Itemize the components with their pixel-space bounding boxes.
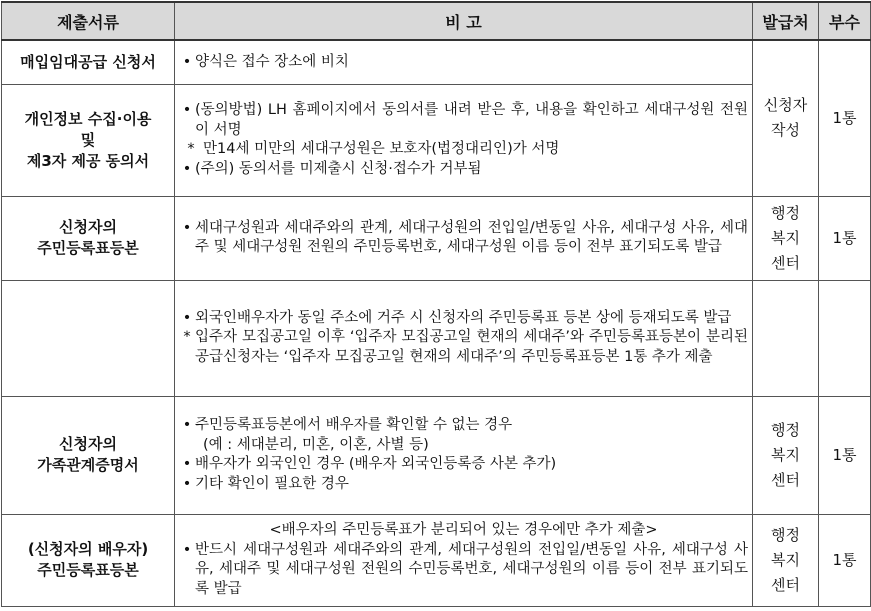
note-text: 배우자가 외국인인 경우 (배우자 외국인등록증 사본 추가) xyxy=(195,456,557,472)
doc-name: 제3자 제공 동의서 xyxy=(26,151,150,170)
count-cell: 1통 xyxy=(819,196,871,280)
doc-cell xyxy=(2,196,175,280)
issuer-line: 센터 xyxy=(771,253,800,272)
table-row xyxy=(2,280,871,396)
table-row xyxy=(2,40,871,84)
bullet-icon: • xyxy=(182,102,192,118)
note-text: (예 : 세대분리, 미혼, 이혼, 사별 등) xyxy=(203,436,429,453)
doc-cell xyxy=(2,84,175,196)
issuer-line: 행정 xyxy=(771,420,800,439)
doc-name: 및 xyxy=(80,130,96,149)
issuer-line: 복지 xyxy=(771,445,800,464)
notes-cell xyxy=(175,514,753,606)
notes-cell xyxy=(175,84,753,196)
issuer-line: 행정 xyxy=(771,203,800,222)
table-row xyxy=(2,196,871,280)
issuer-cell xyxy=(753,196,819,280)
note-text: 반드시 세대구성원과 세대주와의 관계, 세대구성원의 전입일/변동일 사유, 세대구성 사유, 세대주 및 세대구성원 전원의 수민등록번호, 세대구성원의 이름 등이 전부 표기되도록 발급 xyxy=(195,541,748,597)
header-issuer: 발급처 xyxy=(753,2,819,40)
bullet-icon: • xyxy=(182,456,192,472)
document-requirements-table xyxy=(1,1,871,607)
note-text: 세대구성원과 세대주와의 관계, 세대구성원의 전입일/변동일 사유, 세대구성 사유, 세대주 및 세대구성원 전원의 주민등록번호, 세대구성원 이름 등이 전부 표기되도록 발급 xyxy=(195,219,748,255)
count-cell: 1통 xyxy=(819,396,871,514)
issuer-cell-empty xyxy=(753,280,819,396)
doc-cell xyxy=(2,40,175,84)
notes-cell xyxy=(175,396,753,514)
issuer-cell xyxy=(753,40,819,196)
notes-cell xyxy=(175,40,753,84)
note-text: 기타 확인이 필요한 경우 xyxy=(195,475,349,492)
bullet-icon: • xyxy=(182,53,192,70)
bullet-icon: • xyxy=(182,475,192,492)
doc-cell-empty xyxy=(2,280,175,396)
issuer-cell xyxy=(753,514,819,606)
count-cell: 1통 xyxy=(819,514,871,606)
doc-cell xyxy=(2,396,175,514)
bullet-icon: • xyxy=(182,541,192,558)
table-row xyxy=(2,396,871,514)
note-text: 입주자 모집공고일 이후 ‘입주자 모집공고일 현재의 세대주’와 주민등록표등본이 분리된 공급신청자는 ‘입주자 모집공고일 현재의 세대주’의 주민등록표등본 1통 추가 제출 xyxy=(195,329,748,365)
issuer-line: 센터 xyxy=(771,470,800,489)
bullet-icon: • xyxy=(182,417,192,433)
indent xyxy=(179,436,203,456)
issuer-line: 복지 xyxy=(771,228,800,247)
count-cell: 1통 xyxy=(819,40,871,196)
bullet-icon: • xyxy=(182,219,192,236)
table-row xyxy=(2,514,871,606)
note-text: 양식은 접수 장소에 비치 xyxy=(195,53,349,70)
note-text: 주민등록표등본에서 배우자를 확인할 수 없는 경우 xyxy=(195,417,513,433)
doc-cell xyxy=(2,514,175,606)
table-header-row xyxy=(2,2,871,40)
doc-name: 가족관계증명서 xyxy=(37,456,139,474)
header-notes: 비 고 xyxy=(175,2,753,40)
issuer-line: 복지 xyxy=(771,550,800,569)
issuer-line: 신청자 xyxy=(763,96,808,115)
doc-name: (신청자의 배우자) xyxy=(27,540,149,558)
note-text: 만14세 미만의 세대구성원은 보호자(법정대리인)가 서명 xyxy=(203,141,560,157)
note-text: (동의방법) LH 홈페이지에서 동의서를 내려 받은 후, 내용을 확인하고 세대구성원 전원이 서명 xyxy=(195,102,748,138)
header-count: 부수 xyxy=(819,2,871,40)
asterisk-icon: * xyxy=(187,141,195,157)
bullet-icon: • xyxy=(182,160,192,177)
header-doc: 제출서류 xyxy=(2,2,175,40)
issuer-line: 작성 xyxy=(771,121,800,140)
notes-cell xyxy=(175,280,753,396)
doc-name: 신청자의 xyxy=(59,435,117,453)
bullet-icon: • xyxy=(182,309,192,326)
note-heading: <배우자의 주민등록표가 분리되어 있는 경우에만 추가 제출> xyxy=(269,522,658,538)
issuer-line: 행정 xyxy=(771,525,800,544)
note-text: 외국인배우자가 동일 주소에 거주 시 신청자의 주민등록표 등본 상에 등재되도록 발급 xyxy=(195,309,732,326)
issuer-cell xyxy=(753,396,819,514)
doc-name: 매입임대공급 신청서 xyxy=(20,52,156,71)
doc-name: 개인정보 수집·이용 xyxy=(24,109,152,128)
doc-name: 주민등록표등본 xyxy=(37,239,139,257)
issuer-line: 센터 xyxy=(771,575,800,594)
note-text: (주의) 동의서를 미제출시 신청·접수가 거부됨 xyxy=(195,160,482,177)
notes-cell xyxy=(175,196,753,280)
asterisk-icon: * xyxy=(183,329,191,346)
count-cell-empty xyxy=(819,280,871,396)
table-row xyxy=(2,84,871,196)
doc-name: 주민등록표등본 xyxy=(37,561,139,579)
doc-name: 신청자의 xyxy=(59,218,117,236)
